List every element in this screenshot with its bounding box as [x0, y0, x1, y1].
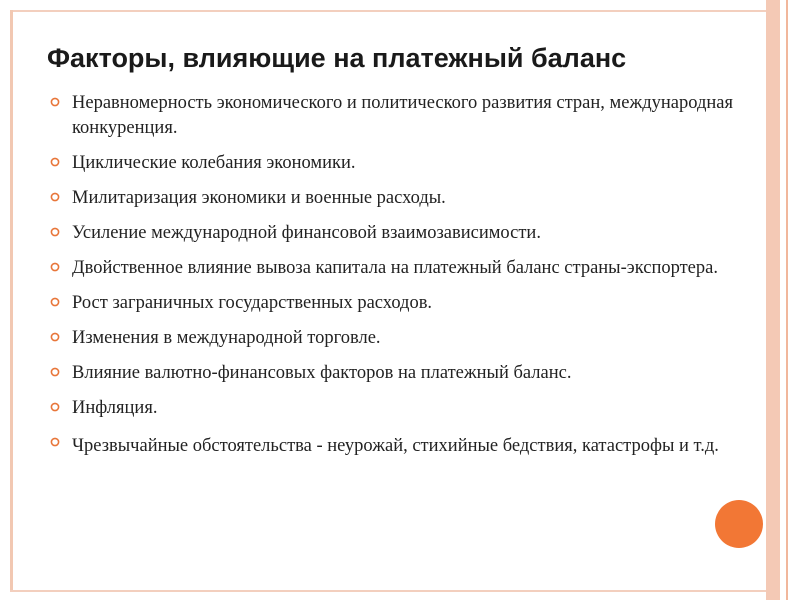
list-item: [48, 326, 748, 351]
frame-right-band: [766, 0, 780, 600]
ring-bullet-icon: [50, 262, 60, 272]
orange-circle-decoration: [715, 500, 763, 548]
ring-bullet-icon: [50, 367, 60, 377]
list-item-text: Милитаризация экономики и военные расходы.: [72, 188, 446, 208]
list-item-text: Инфляция.: [72, 398, 158, 418]
list-item-text: Рост заграничных государственных расходов.: [72, 293, 433, 313]
ring-bullet-icon: [50, 402, 60, 412]
ring-bullet-icon: [50, 332, 60, 342]
list-item: [48, 291, 748, 316]
ring-bullet-icon: [50, 157, 60, 167]
list-item: [48, 256, 748, 281]
list-item-text: Влияние валютно-финансовых факторов на платежный баланс.: [72, 363, 572, 383]
list-item: [48, 396, 748, 421]
list-item-text: Циклические колебания экономики.: [72, 153, 356, 173]
frame-bottom-line: [10, 590, 776, 592]
list-item-text: Усиление международной финансовой взаимозависимости.: [72, 223, 541, 243]
list-item-text: Неравномерность экономического и политического развития стран, международная конкуренция.: [72, 93, 734, 138]
list-item: [48, 361, 748, 386]
frame-left-line: [10, 10, 13, 592]
slide-title: Факторы, влияющие на платежный баланс: [47, 43, 627, 73]
ring-bullet-icon: [50, 227, 60, 237]
frame-right-line: [786, 0, 788, 600]
ring-bullet-icon: [50, 297, 60, 307]
list-item: [48, 151, 748, 176]
frame-top-line: [10, 10, 776, 12]
ring-bullet-icon: [50, 97, 60, 107]
list-item-text: Двойственное влияние вывоза капитала на платежный баланс страны-экспортера.: [72, 258, 718, 278]
list-item: [48, 91, 748, 141]
ring-bullet-icon: [50, 192, 60, 202]
ring-bullet-icon: [50, 437, 60, 447]
list-item: [48, 186, 748, 211]
list-item: [48, 431, 748, 461]
list-item: [48, 221, 748, 246]
bullet-list: [48, 91, 748, 471]
list-item-text: Чрезвычайные обстоятельства - неурожай, стихийные бедствия, катастрофы и т.д.: [72, 436, 719, 456]
list-item-text: Изменения в международной торговле.: [72, 328, 381, 348]
